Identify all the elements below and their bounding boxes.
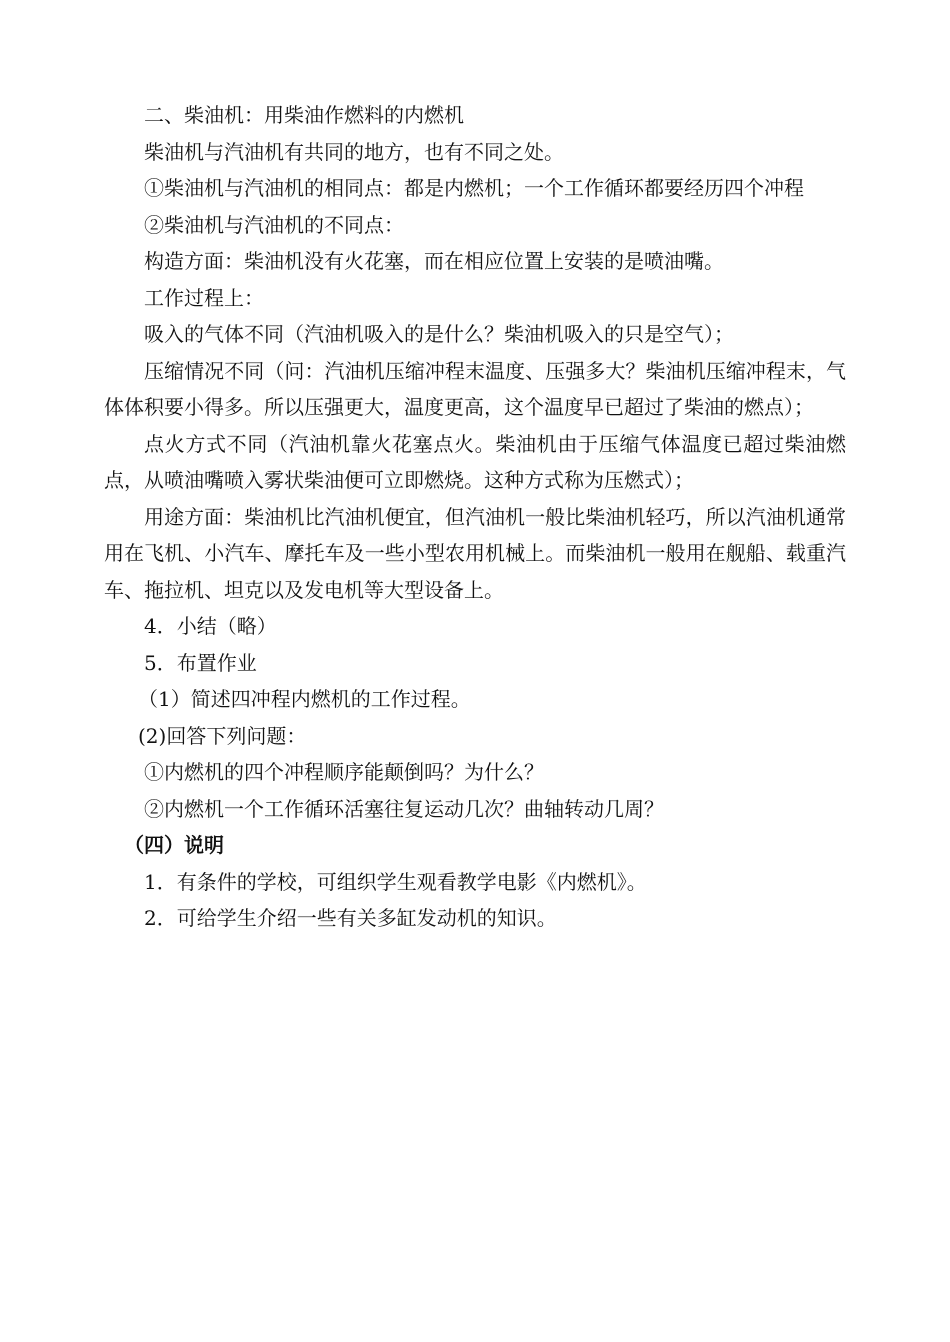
section-heading-explanation: （四）说明 [124, 833, 224, 857]
question-1: ①内燃机的四个冲程顺序能颠倒吗？为什么？ [144, 760, 544, 784]
structure-paragraph: 构造方面：柴油机没有火花塞，而在相应位置上安装的是喷油嘴。 [144, 249, 724, 273]
summary-item: 4．小结（略） [144, 614, 277, 638]
ignition-paragraph: 点火方式不同（汽油机靠火花塞点火。柴油机由于压缩气体温度已超过柴油燃点，从喷油嘴喷入雾状柴油便可立即燃烧。这种方式称为压燃式）； [104, 431, 846, 492]
compression-paragraph: 压缩情况不同（问：汽油机压缩冲程末温度、压强多大？柴油机压缩冲程末，气体体积要小得多。所以压强更大，温度更高，这个温度早已超过了柴油的燃点）； [104, 358, 846, 419]
question-2: ②内燃机一个工作循环活塞往复运动几次？曲轴转动几周？ [144, 796, 664, 821]
note-1: 1．有条件的学校，可组织学生观看教学电影《内燃机》。 [144, 869, 647, 894]
note-2: 2．可给学生介绍一些有关多缸发动机的知识。 [144, 906, 557, 930]
homework-item-2: (2)回答下列问题： [138, 723, 307, 748]
document-body [104, 97, 846, 937]
homework-heading: 5．布置作业 [144, 650, 257, 675]
usage-paragraph: 用途方面：柴油机比汽油机便宜，但汽油机一般比柴油机轻巧，所以汽油机通常用在飞机、小汽车、摩托车及一些小型农用机械上。而柴油机一般用在舰船、载重汽车、拖拉机、坦克以及发电机等大型设备上。 [104, 504, 846, 602]
diesel-heading: 二、柴油机：用柴油作燃料的内燃机 [144, 103, 464, 127]
intake-paragraph: 吸入的气体不同（汽油机吸入的是什么？柴油机吸入的只是空气）； [144, 322, 734, 346]
work-process-heading: 工作过程上： [144, 285, 264, 310]
homework-item-1: （1）简述四冲程内燃机的工作过程。 [138, 687, 471, 711]
differences-heading: ②柴油机与汽油机的不同点： [144, 212, 404, 237]
diesel-intro: 柴油机与汽油机有共同的地方，也有不同之处。 [144, 139, 564, 164]
similarities-paragraph: ①柴油机与汽油机的相同点：都是内燃机；一个工作循环都要经历四个冲程 [144, 176, 804, 200]
